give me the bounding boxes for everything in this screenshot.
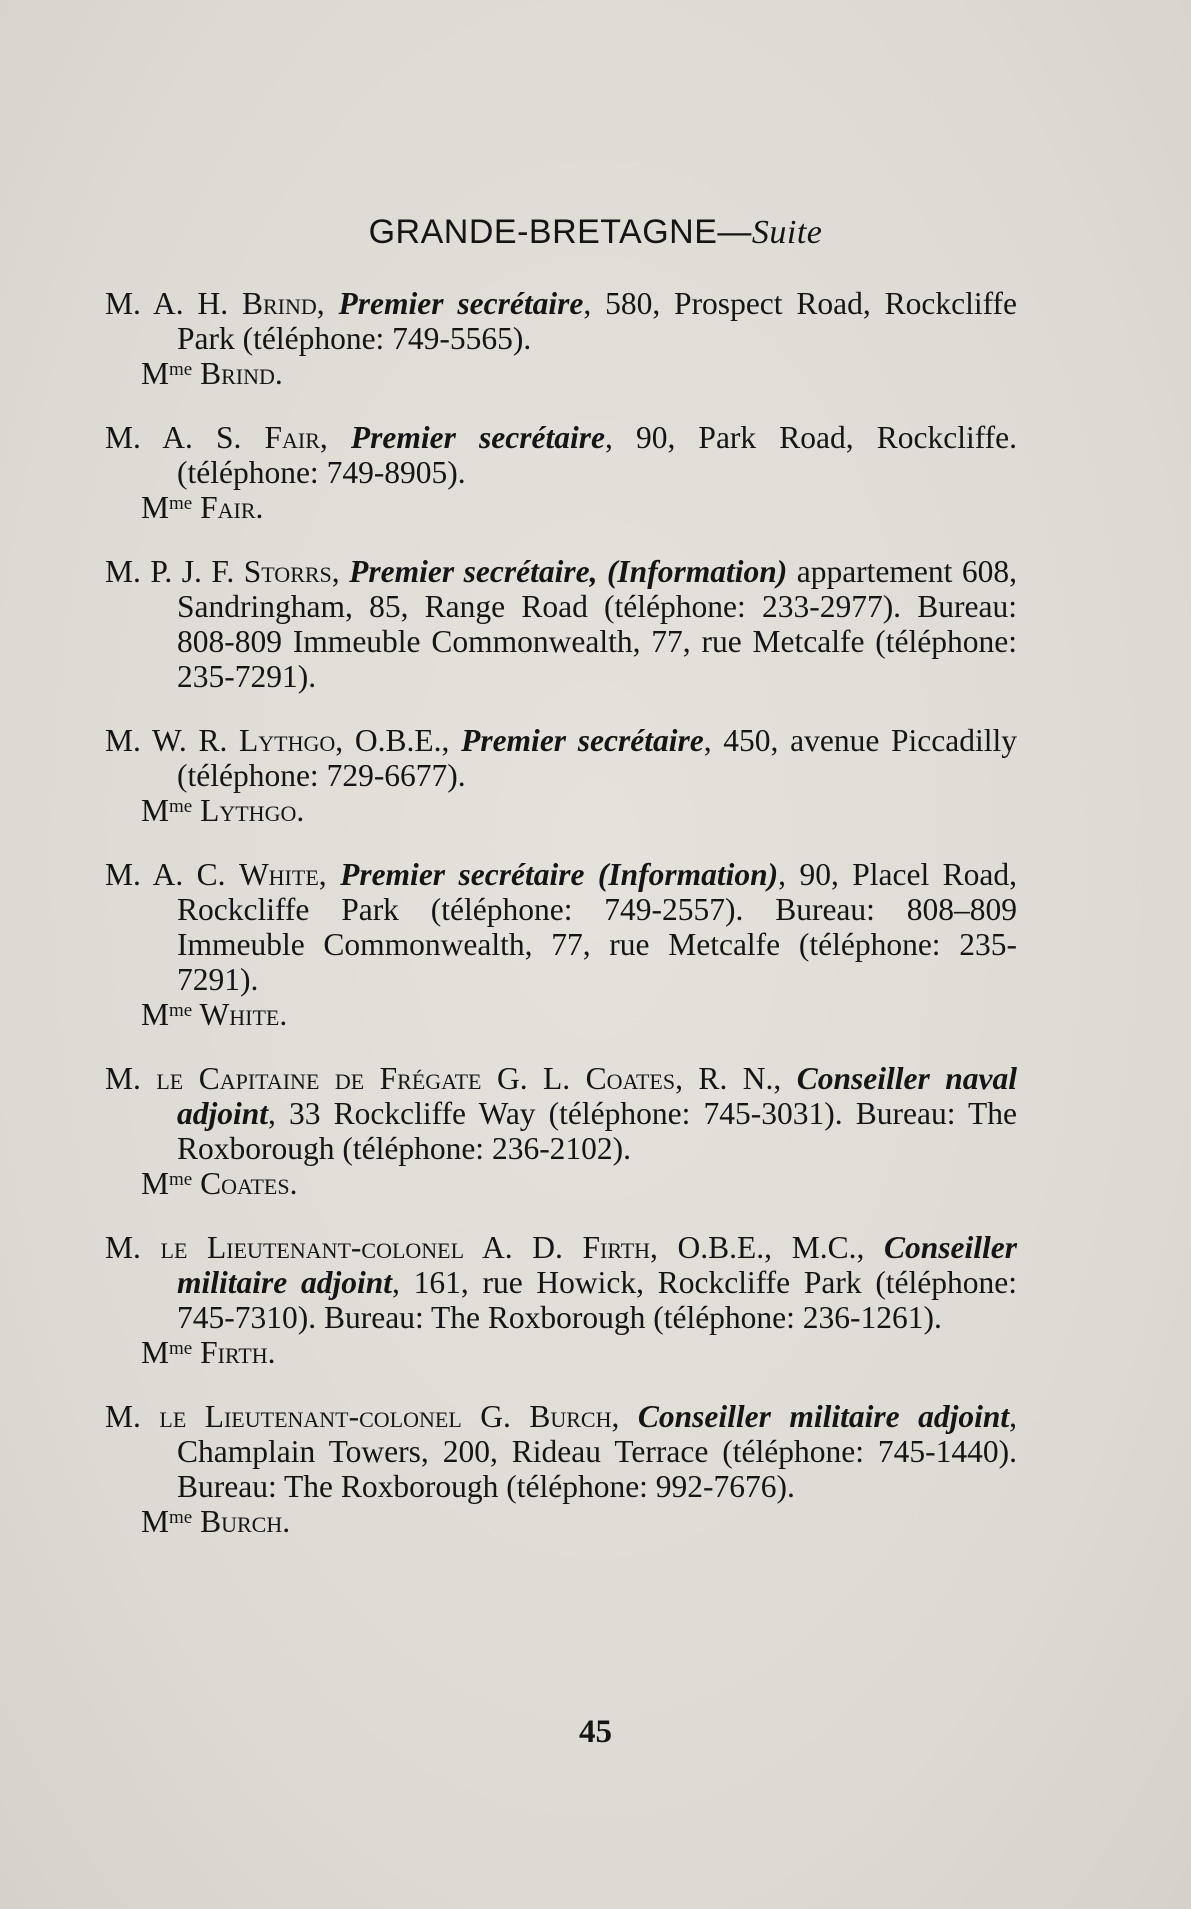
spouse-title: M [141, 997, 170, 1032]
spouse-title: M [141, 1504, 170, 1539]
spouse-name: Brind. [192, 356, 283, 391]
spouse-title: M [141, 356, 170, 391]
entry-text [105, 1399, 1017, 1504]
spouse-title-sup: me [169, 1000, 193, 1021]
entry-spouse [105, 997, 1017, 1032]
entry-prefix: M. [105, 1399, 160, 1434]
spouse-name: White. [192, 997, 288, 1032]
entry-name: Fair [264, 420, 320, 455]
entry-name: White [238, 857, 319, 892]
entry-text [105, 286, 1017, 356]
entry-spouse [105, 793, 1017, 828]
entry-prefix: M. P. J. F. [105, 554, 244, 589]
entry-role: Conseiller militaire adjoint [637, 1399, 1010, 1434]
entry-prefix: M. [105, 1061, 157, 1096]
entry-role: Premier secrétaire [338, 286, 584, 321]
entry-prefix: M. W. R. [105, 723, 240, 758]
entry-list [105, 286, 1017, 1568]
list-item [105, 857, 1017, 1032]
entry-spouse [105, 490, 1017, 525]
spouse-title-sup: me [169, 359, 193, 380]
entry-name: le Capitaine de Frégate G. L. Coates [156, 1061, 676, 1096]
entry-details: , 33 Rockcliffe Way (téléphone: 745-3031). Bureau: The Roxborough (téléphone: 236-2102). [177, 1096, 1017, 1166]
spouse-title-sup: me [169, 1338, 193, 1359]
spouse-name: Burch. [192, 1504, 291, 1539]
entry-details: appartement 608, Sandringham, 85, Range Road (téléphone: 233-2977). Bureau: 808-809 Immeuble Commonwealth, 77, rue Metcalfe (téléphone: 235-7291). [177, 554, 1017, 694]
entry-prefix: M. A. S. [105, 420, 265, 455]
entry-spouse [105, 1504, 1017, 1539]
entry-after-name: , R. N., [675, 1061, 797, 1096]
entry-after-name: , [316, 286, 339, 321]
entry-role: Conseiller militaire adjoint [177, 1230, 1017, 1300]
entry-text [105, 1230, 1017, 1335]
spouse-name: Coates. [192, 1166, 298, 1201]
list-item [105, 420, 1017, 525]
list-item [105, 1399, 1017, 1539]
spouse-title-sup: me [169, 1169, 193, 1190]
entry-prefix: M. A. H. [105, 286, 242, 321]
header-suite: Suite [751, 214, 823, 251]
entry-role: Premier secrétaire [461, 723, 704, 758]
entry-prefix: M. A. C. [105, 857, 239, 892]
header-country: GRANDE-BRETAGNE— [368, 213, 752, 251]
list-item [105, 286, 1017, 391]
entry-name: le Lieutenant-colonel A. D. Firth [160, 1230, 651, 1265]
entry-details: , 450, avenue Piccadilly (téléphone: 729-6677). [177, 723, 1018, 793]
entry-text [105, 723, 1017, 793]
spouse-name: Firth. [192, 1335, 276, 1370]
list-item [105, 1061, 1017, 1201]
entry-details: , Champlain Towers, 200, Rideau Terrace (téléphone: 745-1440). Bureau: The Roxborough (téléphone: 992-7676). [177, 1399, 1017, 1504]
entry-spouse [105, 1166, 1017, 1201]
entry-spouse [105, 1335, 1017, 1370]
entry-name: Storrs [243, 554, 332, 589]
entry-after-name: , O.B.E., M.C., [650, 1230, 884, 1265]
entry-prefix: M. [105, 1230, 161, 1265]
spouse-title-sup: me [169, 1507, 193, 1528]
entry-role: Premier secrétaire, (Information) [349, 554, 788, 589]
entry-name: Brind [241, 286, 317, 321]
list-item [105, 723, 1017, 828]
entry-role: Premier secrétaire (Information) [340, 857, 779, 892]
page-number: 45 [579, 1714, 612, 1750]
entry-details: , 90, Park Road, Rockcliffe. (téléphone: 749-8905). [177, 420, 1017, 490]
entry-text [105, 1061, 1017, 1166]
spouse-title-sup: me [169, 493, 193, 514]
list-item [105, 554, 1017, 694]
entry-text [105, 857, 1017, 997]
entry-role: Conseiller naval adjoint [177, 1061, 1017, 1131]
list-item [105, 1230, 1017, 1370]
entry-name: le Lieutenant-colonel G. Burch [159, 1399, 612, 1434]
entry-details: , 161, rue Howick, Rockcliffe Park (téléphone: 745-7310). Bureau: The Roxborough (téléphone: 236-1261). [177, 1265, 1018, 1335]
entry-after-name: , [318, 857, 341, 892]
entry-after-name: , [331, 554, 350, 589]
spouse-title: M [141, 1335, 170, 1370]
entry-role: Premier secrétaire [350, 420, 605, 455]
entry-name: Lythgo [239, 723, 336, 758]
entry-after-name: , [611, 1399, 638, 1434]
entry-text [105, 554, 1017, 694]
spouse-title-sup: me [169, 796, 193, 817]
spouse-name: Fair. [192, 490, 264, 525]
entry-details: , 580, Prospect Road, Rockcliffe Park (téléphone: 749-5565). [177, 286, 1017, 356]
spouse-title: M [141, 793, 170, 828]
spouse-name: Lythgo. [192, 793, 305, 828]
entry-text [105, 420, 1017, 490]
entry-spouse [105, 356, 1017, 391]
entry-details: , 90, Placel Road, Rockcliffe Park (téléphone: 749-2557). Bureau: 808–809 Immeuble Commonwealth, 77, rue Metcalfe (téléphone: 235-7291). [177, 857, 1017, 997]
entry-after-name: , [319, 420, 351, 455]
entry-after-name: , O.B.E., [335, 723, 462, 758]
page-header [0, 213, 1191, 252]
spouse-title: M [141, 490, 170, 525]
spouse-title: M [141, 1166, 170, 1201]
